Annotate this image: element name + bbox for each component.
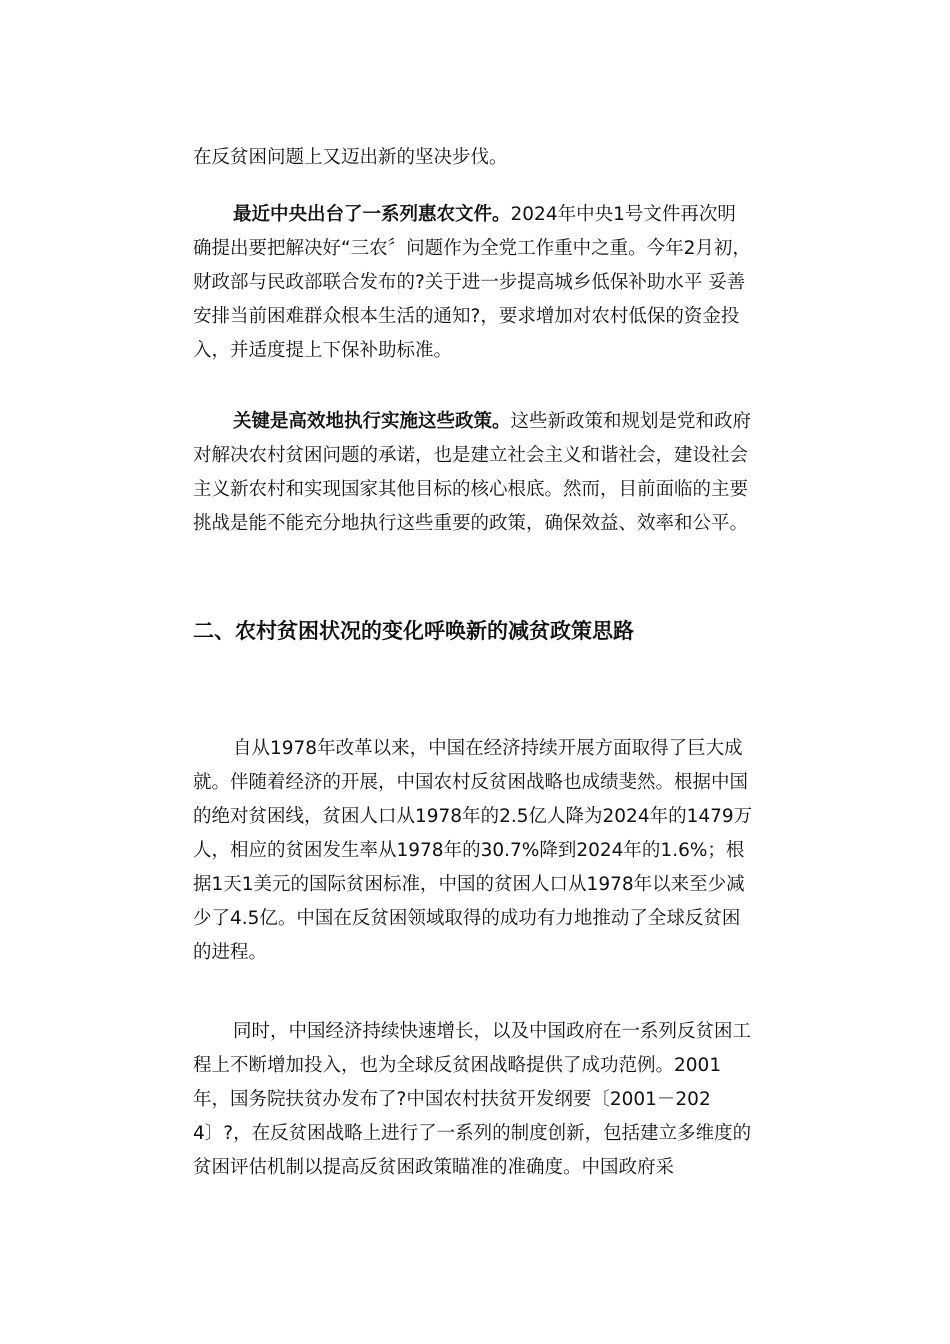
paragraph-text: 这些新政策和规划是党和政府对解决农村贫困问题的承诺，也是建立社会主义和谐社会，建设社会主义新农村和实现国家其他目标的核心根底。然而，目前面临的主要挑战是能不能充分地执行这些重要的政策，确保效益、效率和公平。 (193, 411, 752, 534)
paragraph-lead: 关键是高效地执行实施这些政策。 (233, 411, 511, 432)
paragraph-text: 在反贫困问题上又迈出新的坚决步伐。 (193, 147, 508, 168)
paragraph-text: 自从1978年改革以来，中国在经济持续开展方面取得了巨大成就。伴随着经济的开展，中国农村反贫困战略也成绩斐然。根据中国的绝对贫困线，贫困人口从1978年的2.5亿人降为2024年的1479万人，相应的贫困发生率从1978年的30.7%降到2024年的1.6%；根据1天1美元的国际贫困标准，中国的贫困人口从1978年以来至少减少了4.5亿。中国在反贫困领域取得的成功有力地推动了全球反贫困的进程。 (193, 738, 753, 963)
paragraph-reform-achievements (193, 732, 753, 970)
paragraph-text: 2024年中央1号文件再次明确提出要把解决好“三农〞问题作为全党工作重中之重。今年2月初，财政部与民政部联合发布的?关于进一步提高城乡低保补助水平 妥善安排当前困难群众根本生活的通知?，要求增加对农村低保的资金投入，并适度提上下保补助标准。 (193, 204, 751, 361)
paragraph-continuation (193, 141, 753, 175)
paragraph-text: 同时，中国经济持续快速增长，以及中国政府在一系列反贫困工程上不断增加投入，也为全球反贫困战略提供了成功范例。2001年，国务院扶贫办发布了?中国农村扶贫开发纲要〔2001－2024〕?，在反贫困战略上进行了一系列的制度创新，包括建立多维度的贫困评估机制以提高反贫困政策瞄准的准确度。中国政府采 (193, 1021, 752, 1178)
paragraph-global-example (193, 1015, 753, 1185)
paragraph-policy-execution (193, 405, 753, 541)
paragraph-policy-documents (193, 198, 753, 368)
paragraph-lead: 最近中央出台了一系列惠农文件。 (233, 204, 511, 225)
section-heading: 二、农村贫困状况的变化呼唤新的减贫政策思路 (193, 619, 634, 643)
